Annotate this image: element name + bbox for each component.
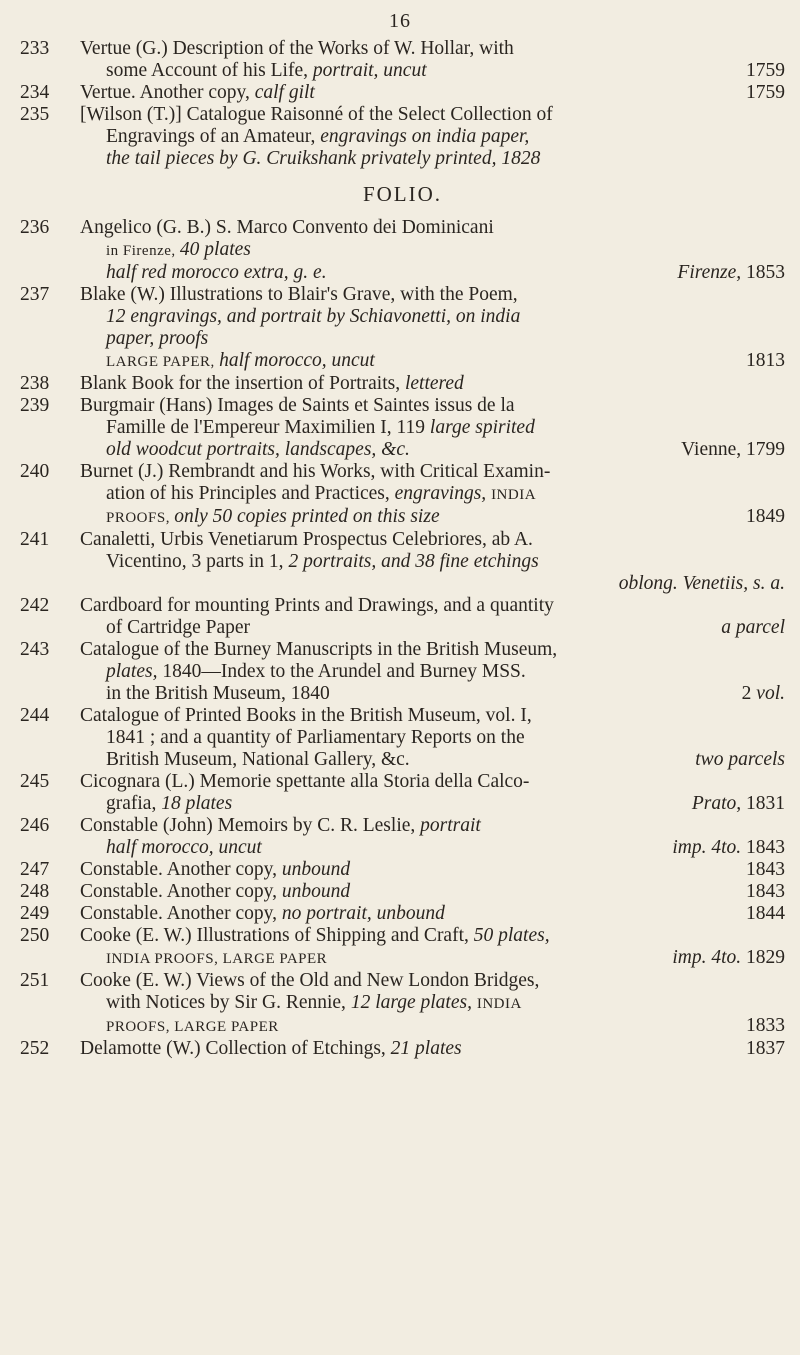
entry-line	[80, 529, 785, 551]
entry-text-segment: Famille de l'Empereur Maximilien I, 119	[106, 417, 430, 438]
entry-text-segment: Prato,	[691, 793, 746, 814]
entry-text-segment: some Account of his Life,	[106, 60, 313, 81]
entry-text-segment: Cooke (E. W.) Views of the Old and New London Bridges,	[80, 970, 540, 991]
entry-number: 238	[20, 373, 50, 394]
entry-line	[80, 306, 785, 328]
entry-text-segment: imp. 4to.	[672, 837, 742, 858]
entry-number: 239	[20, 395, 50, 416]
entry-date	[746, 506, 785, 528]
catalogue-entry	[20, 38, 785, 82]
entry-line	[80, 551, 785, 573]
entry-line	[80, 661, 785, 683]
entry-date	[746, 82, 785, 104]
catalogue-entry	[20, 595, 785, 639]
page-number: 16	[389, 10, 411, 32]
entry-text-segment: Cooke (E. W.) Illustrations of Shipping and Craft,	[80, 925, 474, 946]
entry-text-segment: Constable (John) Memoirs by C. R. Leslie,	[80, 815, 421, 836]
entry-text-segment: Vertue (G.) Description of the Works of W. Hollar, with	[80, 38, 514, 59]
entry-line	[80, 239, 785, 262]
entry-text-segment: 1843	[746, 881, 785, 902]
entry-text-segment: INDIA	[491, 487, 537, 503]
entry-text-segment: half morocco, uncut	[106, 837, 262, 858]
entry-text-segment: portrait	[420, 815, 481, 836]
entry-line	[80, 705, 785, 727]
catalogue-entry	[20, 461, 785, 529]
entry-text-segment: PROOFS,	[106, 510, 175, 526]
entry-line	[80, 284, 785, 306]
entry-number: 244	[20, 705, 50, 726]
entry-date	[746, 60, 785, 82]
entry-text-segment: 1841 ; and a quantity of Parliamentary Reports on the	[106, 727, 525, 748]
entry-number: 235	[20, 104, 50, 125]
entry-date	[746, 350, 785, 372]
entry-line	[80, 881, 785, 903]
entry-date	[672, 947, 785, 969]
entry-text-segment: in Firenze,	[106, 243, 180, 259]
entry-number: 243	[20, 639, 50, 660]
catalogue-entry	[20, 529, 785, 595]
catalogue-entry	[20, 217, 785, 284]
entry-line	[80, 38, 785, 60]
entry-text-segment: 1849	[746, 506, 785, 527]
entry-number: 246	[20, 815, 50, 836]
entry-text-segment: 50 plates,	[473, 925, 550, 946]
entry-text-segment: engravings on india paper,	[320, 126, 530, 147]
entry-text-segment: 1829	[741, 947, 785, 968]
entry-number: 251	[20, 970, 50, 991]
entry-text-segment: PROOFS, LARGE PAPER	[106, 1019, 279, 1035]
entry-line	[80, 217, 785, 239]
entry-number: 241	[20, 529, 50, 550]
catalogue-entry	[20, 705, 785, 771]
entry-line	[80, 417, 785, 439]
entry-number: 250	[20, 925, 50, 946]
entry-number: 234	[20, 82, 50, 103]
entry-line	[80, 373, 785, 395]
entry-line	[80, 1038, 785, 1060]
entry-text-segment: half morocco, uncut	[219, 350, 375, 371]
entry-number: 242	[20, 595, 50, 616]
entry-text-segment: of Cartridge Paper	[106, 617, 251, 638]
catalogue-entry	[20, 925, 785, 970]
entry-text-segment: two parcels	[695, 749, 785, 770]
entry-line	[80, 970, 785, 992]
entry-text-segment: Canaletti, Urbis Venetiarum Prospectus Celebriores, ab A.	[80, 529, 533, 550]
entry-text-segment: 18 plates	[161, 793, 233, 814]
catalogue-entry	[20, 859, 785, 881]
entry-text-segment: unbound	[281, 859, 351, 880]
entry-number: 233	[20, 38, 50, 59]
entry-line	[80, 104, 785, 126]
entry-text-segment: 21 plates	[390, 1038, 462, 1059]
entry-line	[80, 992, 785, 1015]
entry-text-segment: 2 portraits, and 38 fine etchings	[288, 551, 539, 572]
entry-date	[692, 793, 785, 815]
entry-text-segment: half red morocco extra, g. e.	[106, 262, 327, 283]
entry-text-segment: 1843	[746, 859, 785, 880]
catalogue-entry	[20, 373, 785, 395]
entry-text-segment: in the British Museum, 1840	[106, 683, 330, 704]
entry-line	[80, 439, 785, 461]
catalogue-entry	[20, 1038, 785, 1060]
entry-line	[80, 126, 785, 148]
entry-text-segment: INDIA	[476, 996, 522, 1012]
entry-date	[746, 881, 785, 903]
entry-number: 245	[20, 771, 50, 792]
entry-text-segment: plates,	[106, 661, 163, 682]
catalogue-entry	[20, 815, 785, 859]
entry-line	[80, 262, 785, 284]
entry-line	[80, 328, 785, 350]
entry-text-segment: Catalogue of the Burney Manuscripts in the British Museum,	[80, 639, 558, 660]
entry-line	[80, 82, 785, 104]
entry-text-segment: British Museum, National Gallery, &c.	[106, 749, 410, 770]
entry-line	[80, 925, 785, 947]
entry-text-segment: 1759	[746, 60, 785, 81]
entry-number: 249	[20, 903, 50, 924]
entry-text-segment: Blank Book for the insertion of Portraits,	[80, 373, 405, 394]
catalogue-entry	[20, 395, 785, 461]
section-heading: FOLIO.	[362, 182, 443, 206]
entry-date	[672, 837, 785, 859]
entry-date	[746, 1015, 785, 1037]
entry-line	[80, 859, 785, 881]
entry-text-segment: Catalogue of Printed Books in the British Museum, vol. I,	[80, 705, 532, 726]
entry-date	[619, 573, 785, 595]
entry-line	[80, 947, 785, 970]
entry-text-segment: grafia,	[106, 793, 162, 814]
entry-number: 237	[20, 284, 50, 305]
entry-text-segment: no portrait, unbound	[281, 903, 445, 924]
entry-text-segment: oblong. Venetiis, s. a.	[618, 573, 785, 594]
entry-line	[80, 1015, 785, 1038]
entry-text-segment: Cicognara (L.) Memorie spettante alla Storia della Calco-	[80, 771, 530, 792]
entry-text-segment: Engravings of an Amateur,	[106, 126, 321, 147]
entry-text-segment: Angelico (G. B.) S. Marco Convento dei Dominicani	[80, 217, 494, 238]
entry-text-segment: Burgmair (Hans) Images de Saints et Saintes issus de la	[80, 395, 515, 416]
entry-list	[20, 38, 785, 1060]
entry-date	[721, 617, 785, 639]
entry-text-segment: portrait, uncut	[312, 60, 427, 81]
entry-text-segment: large spirited	[429, 417, 535, 438]
entry-text-segment: paper, proofs	[106, 328, 209, 349]
entry-text-segment: LARGE PAPER,	[106, 354, 220, 370]
catalogue-entry	[20, 82, 785, 104]
entry-text-segment: imp. 4to.	[672, 947, 742, 968]
entry-text-segment: Cardboard for mounting Prints and Drawings, and a quantity	[80, 595, 554, 616]
entry-text-segment: 1840—Index to the Arundel and Burney MSS.	[162, 661, 526, 682]
entry-line	[80, 350, 785, 373]
entry-text-segment: the tail pieces by G. Cruikshank privately printed, 1828	[106, 148, 541, 169]
entry-number: 240	[20, 461, 50, 482]
entry-line	[80, 483, 785, 506]
entry-date	[746, 903, 785, 925]
entry-text-segment: engravings,	[394, 483, 492, 504]
entry-text-segment: lettered	[404, 373, 464, 394]
entry-text-segment: calf gilt	[254, 82, 315, 103]
entry-text-segment: a parcel	[721, 617, 785, 638]
entry-text-segment: Constable. Another copy,	[80, 903, 282, 924]
entry-text-segment: Constable. Another copy,	[80, 881, 282, 902]
entry-line	[80, 639, 785, 661]
entry-text-segment: old woodcut portraits, landscapes, &c.	[106, 439, 410, 460]
entry-line	[80, 60, 785, 82]
entry-line	[80, 837, 785, 859]
entry-text-segment: Burnet (J.) Rembrandt and his Works, with Critical Examin-	[80, 461, 551, 482]
entry-text-segment: only 50 copies printed on this size	[174, 506, 440, 527]
entry-line	[80, 573, 785, 595]
entry-text-segment: 40 plates	[179, 239, 251, 260]
entry-text-segment: Vicentino, 3 parts in 1,	[106, 551, 289, 572]
entry-date	[746, 1038, 785, 1060]
entry-line	[80, 793, 785, 815]
entry-line	[80, 617, 785, 639]
entry-text-segment: [Wilson (T.)] Catalogue Raisonné of the Select Collection of	[80, 104, 553, 125]
entry-number: 247	[20, 859, 50, 880]
entry-line	[80, 815, 785, 837]
entry-line	[80, 595, 785, 617]
entry-text-segment: 12 engravings, and portrait by Schiavonetti, on india	[106, 306, 521, 327]
entry-line	[80, 506, 785, 529]
entry-line	[80, 461, 785, 483]
entry-text-segment: 1831	[746, 793, 785, 814]
entry-line	[80, 683, 785, 705]
entry-number: 236	[20, 217, 50, 238]
entry-text-segment: Firenze,	[677, 262, 746, 283]
entry-line	[80, 148, 785, 170]
entry-line	[80, 727, 785, 749]
entry-text-segment: INDIA PROOFS, LARGE PAPER	[106, 951, 328, 967]
entry-line	[80, 771, 785, 793]
catalogue-entry	[20, 970, 785, 1038]
catalogue-entry	[20, 284, 785, 373]
entry-number: 252	[20, 1038, 50, 1059]
catalogue-entry	[20, 104, 785, 170]
catalogue-entry	[20, 771, 785, 815]
entry-date	[695, 749, 785, 771]
entry-text-segment: Delamotte (W.) Collection of Etchings,	[80, 1038, 391, 1059]
entry-text-segment: ation of his Principles and Practices,	[106, 483, 395, 504]
entry-text-segment: 1813	[746, 350, 785, 371]
entry-text-segment: 2	[741, 683, 757, 704]
entry-date	[742, 683, 785, 705]
entry-text-segment: Constable. Another copy,	[80, 859, 282, 880]
entry-text-segment: vol.	[756, 683, 785, 704]
entry-text-segment: with Notices by Sir G. Rennie,	[106, 992, 351, 1013]
entry-number: 248	[20, 881, 50, 902]
entry-text-segment: 12 large plates,	[350, 992, 477, 1013]
entry-line	[80, 395, 785, 417]
entry-text-segment: unbound	[281, 881, 351, 902]
catalogue-entry	[20, 639, 785, 705]
entry-text-segment: 1833	[746, 1015, 785, 1036]
entry-line	[80, 749, 785, 771]
entry-text-segment: Vienne, 1799	[681, 439, 785, 460]
entry-text-segment: 1843	[741, 837, 785, 858]
entry-text-segment: 1853	[746, 262, 785, 283]
entry-text-segment: 1837	[746, 1038, 785, 1059]
entry-line	[80, 903, 785, 925]
catalogue-entry	[20, 881, 785, 903]
entry-text-segment: Vertue. Another copy,	[80, 82, 255, 103]
entry-text-segment: Blake (W.) Illustrations to Blair's Grave, with the Poem,	[80, 284, 518, 305]
entry-text-segment: 1844	[746, 903, 785, 924]
catalogue-entry	[20, 903, 785, 925]
entry-date	[677, 262, 785, 284]
entry-text-segment: 1759	[746, 82, 785, 103]
entry-date	[681, 439, 785, 461]
entry-date	[746, 859, 785, 881]
